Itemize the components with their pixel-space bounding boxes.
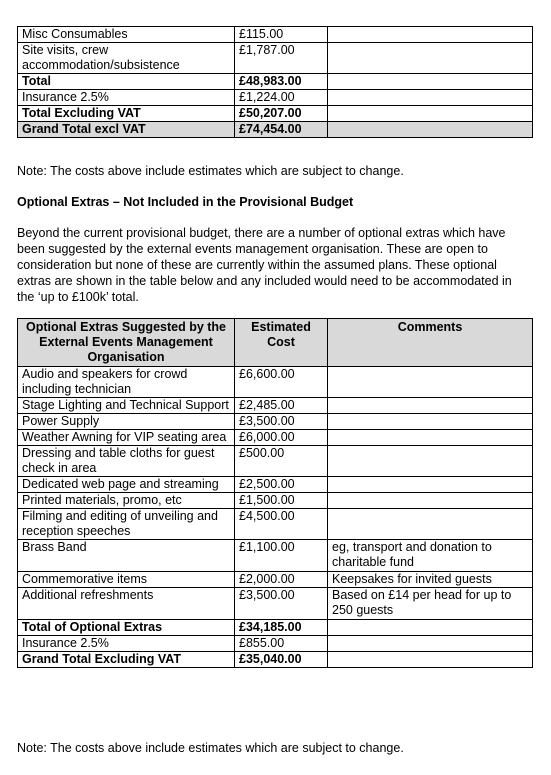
section-paragraph: Beyond the current provisional budget, there are a number of optional extras which have been suggested by the external events management organisation. These are open to consideration but none of these are currently within the assumed plans. These optional extras are shown in the table below and any included would need to be accommodated in the ‘up to £100k’ total. — [17, 226, 512, 304]
budget-table — [17, 26, 533, 138]
table-row — [18, 493, 533, 509]
item-cell: Grand Total Excluding VAT — [18, 652, 235, 668]
comment-cell — [328, 74, 533, 90]
comment-cell: Keepsakes for invited guests — [328, 572, 533, 588]
cost-cell: £6,600.00 — [235, 367, 328, 398]
table-row — [18, 106, 533, 122]
cost-cell: £1,500.00 — [235, 493, 328, 509]
item-cell: Printed materials, promo, etc — [18, 493, 235, 509]
header-cost: Estimated Cost — [235, 319, 328, 367]
comment-cell — [328, 398, 533, 414]
item-cell: Dressing and table cloths for guest check in area — [18, 446, 235, 477]
item-cell: Additional refreshments — [18, 588, 235, 620]
item-cell: Total Excluding VAT — [18, 106, 235, 122]
table-row — [18, 446, 533, 477]
item-cell: Site visits, crew accommodation/subsistence — [18, 43, 235, 74]
table-row — [18, 540, 533, 572]
comment-cell — [328, 43, 533, 74]
table-row — [18, 414, 533, 430]
table-row — [18, 652, 533, 668]
comment-cell: Based on £14 per head for up to 250 guests — [328, 588, 533, 620]
cost-cell: £2,485.00 — [235, 398, 328, 414]
cost-cell: £4,500.00 — [235, 509, 328, 540]
table-row — [18, 477, 533, 493]
comment-cell — [328, 636, 533, 652]
cost-cell: £1,224.00 — [235, 90, 328, 106]
table-row — [18, 588, 533, 620]
cost-cell: £2,500.00 — [235, 477, 328, 493]
comment-cell — [328, 430, 533, 446]
cost-cell: £3,500.00 — [235, 588, 328, 620]
comment-cell — [328, 493, 533, 509]
cost-cell: £500.00 — [235, 446, 328, 477]
table-row — [18, 367, 533, 398]
budget-note: Note: The costs above include estimates which are subject to change. — [17, 164, 404, 178]
table-row — [18, 620, 533, 636]
item-cell: Dedicated web page and streaming — [18, 477, 235, 493]
item-cell: Grand Total excl VAT — [18, 122, 235, 138]
comment-cell — [328, 27, 533, 43]
header-comments: Comments — [328, 319, 533, 367]
item-cell: Audio and speakers for crowd including technician — [18, 367, 235, 398]
cost-cell: £6,000.00 — [235, 430, 328, 446]
comment-cell — [328, 446, 533, 477]
cost-cell: £115.00 — [235, 27, 328, 43]
table-row — [18, 74, 533, 90]
table-row — [18, 27, 533, 43]
comment-cell: eg, transport and donation to charitable fund — [328, 540, 533, 572]
comment-cell — [328, 652, 533, 668]
table-row — [18, 572, 533, 588]
cost-cell: £35,040.00 — [235, 652, 328, 668]
table-row — [18, 43, 533, 74]
cost-cell: £48,983.00 — [235, 74, 328, 90]
item-cell: Insurance 2.5% — [18, 90, 235, 106]
item-cell: Misc Consumables — [18, 27, 235, 43]
comment-cell — [328, 620, 533, 636]
table-row — [18, 398, 533, 414]
cost-cell: £34,185.00 — [235, 620, 328, 636]
comment-cell — [328, 477, 533, 493]
section-heading: Optional Extras – Not Included in the Provisional Budget — [17, 195, 354, 209]
item-cell: Insurance 2.5% — [18, 636, 235, 652]
item-cell: Total of Optional Extras — [18, 620, 235, 636]
extras-note: Note: The costs above include estimates which are subject to change. — [17, 741, 404, 755]
comment-cell — [328, 122, 533, 138]
item-cell: Weather Awning for VIP seating area — [18, 430, 235, 446]
table-row — [18, 122, 533, 138]
item-cell: Power Supply — [18, 414, 235, 430]
table-header-row — [18, 319, 533, 367]
table-row — [18, 90, 533, 106]
header-item: Optional Extras Suggested by the External Events Management Organisation — [18, 319, 235, 367]
comment-cell — [328, 509, 533, 540]
comment-cell — [328, 106, 533, 122]
comment-cell — [328, 90, 533, 106]
optional-extras-table — [17, 318, 533, 668]
cost-cell: £2,000.00 — [235, 572, 328, 588]
item-cell: Brass Band — [18, 540, 235, 572]
table-row — [18, 636, 533, 652]
table-row — [18, 430, 533, 446]
item-cell: Commemorative items — [18, 572, 235, 588]
item-cell: Total — [18, 74, 235, 90]
cost-cell: £50,207.00 — [235, 106, 328, 122]
item-cell: Filming and editing of unveiling and reception speeches — [18, 509, 235, 540]
comment-cell — [328, 367, 533, 398]
cost-cell: £855.00 — [235, 636, 328, 652]
comment-cell — [328, 414, 533, 430]
cost-cell: £74,454.00 — [235, 122, 328, 138]
cost-cell: £3,500.00 — [235, 414, 328, 430]
cost-cell: £1,787.00 — [235, 43, 328, 74]
item-cell: Stage Lighting and Technical Support — [18, 398, 235, 414]
table-row — [18, 509, 533, 540]
cost-cell: £1,100.00 — [235, 540, 328, 572]
